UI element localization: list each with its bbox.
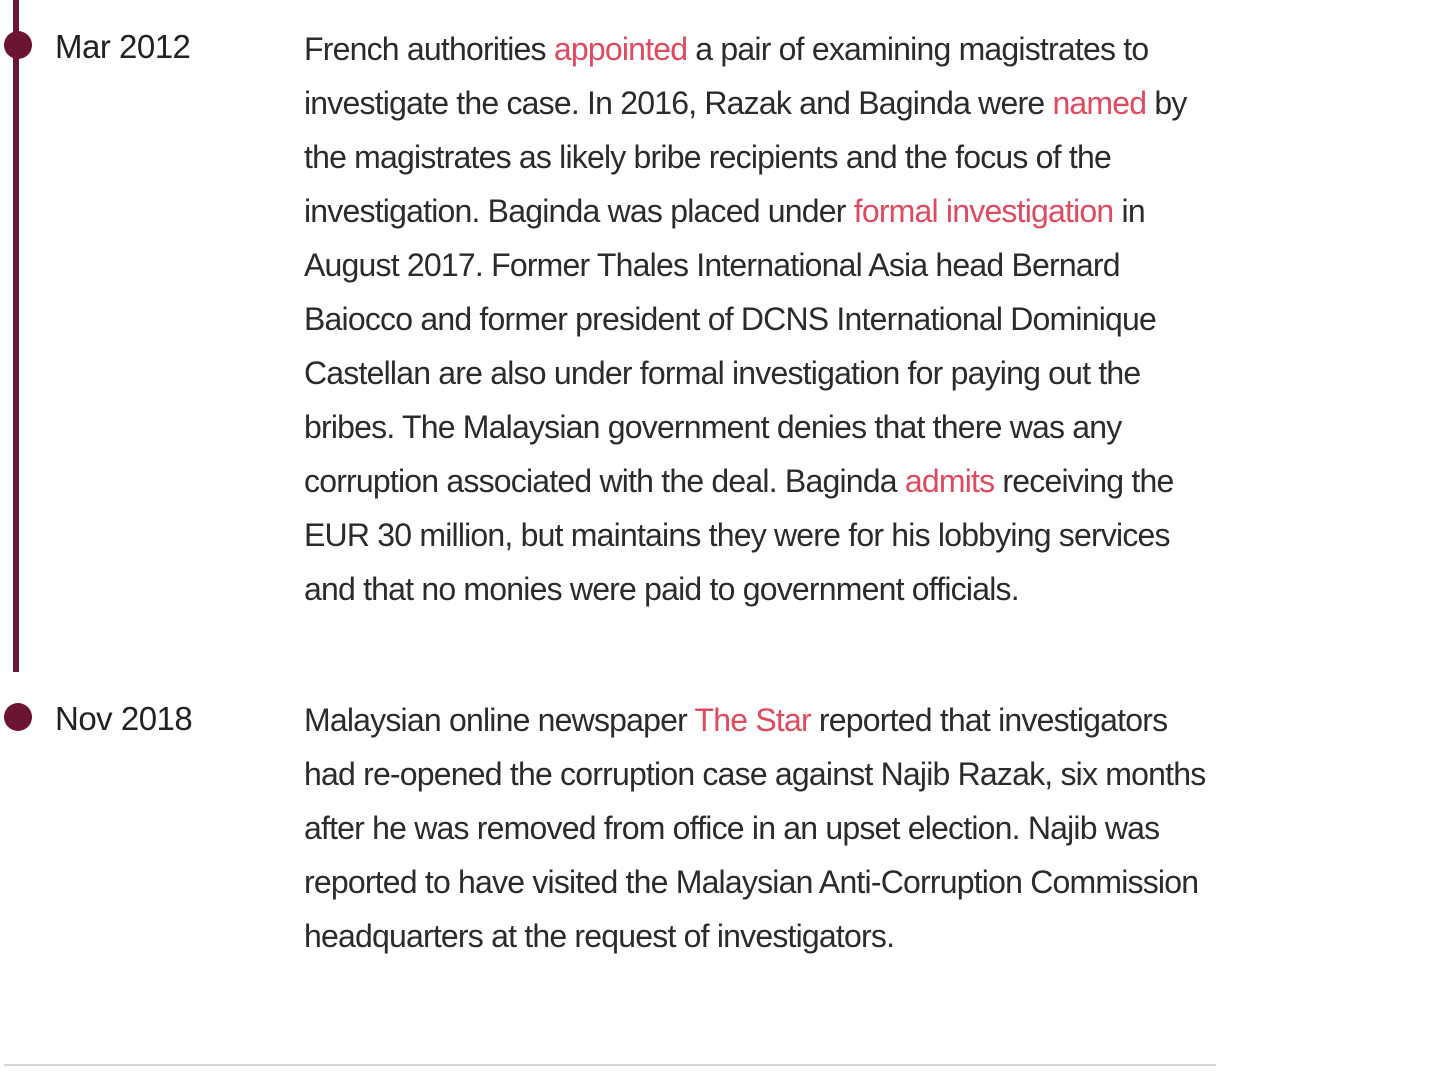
inline-link[interactable]: named [1052, 85, 1147, 121]
timeline-line [13, 0, 19, 672]
entry-text [304, 693, 1224, 963]
inline-link[interactable]: formal investigation [853, 193, 1114, 229]
timeline-dot [4, 703, 32, 731]
paragraph-text: a pair of examining magistrates to investigate the case. In 2016, Razak and Baginda were [304, 31, 1149, 121]
paragraph-text: receiving the EUR 30 million, but maintains they were for his lobbying services and that no monies were paid to government officials. [304, 463, 1174, 607]
inline-link[interactable]: appointed [553, 31, 688, 67]
paragraph-text: by the magistrates as likely bribe recipients and the focus of the investigation. Baginda was placed under [304, 85, 1187, 229]
entry-date: Nov 2018 [55, 700, 193, 737]
entry-text [304, 22, 1224, 616]
paragraph-text: reported that investigators had re-opened the corruption case against Najib Razak, six months after he was removed from office in an upset election. Najib was reported to have visited the Malaysian Anti-Corruption Commission headquarters at the request of investigators. [304, 702, 1206, 954]
paragraph-text: Malaysian online newspaper [304, 702, 695, 738]
inline-link[interactable]: The Star [694, 702, 811, 738]
divider [4, 1064, 1216, 1066]
entry-date: Mar 2012 [55, 28, 191, 65]
timeline-dot [4, 31, 32, 59]
inline-link[interactable]: admits [904, 463, 995, 499]
paragraph-text: French authorities [304, 31, 554, 67]
paragraph-text: in August 2017. Former Thales International Asia head Bernard Baiocco and former president of DCNS International Dominique Castellan are also under formal investigation for paying out the bribes. The Malaysian government denies that there was any corruption associated with the deal. Baginda [304, 193, 1157, 499]
